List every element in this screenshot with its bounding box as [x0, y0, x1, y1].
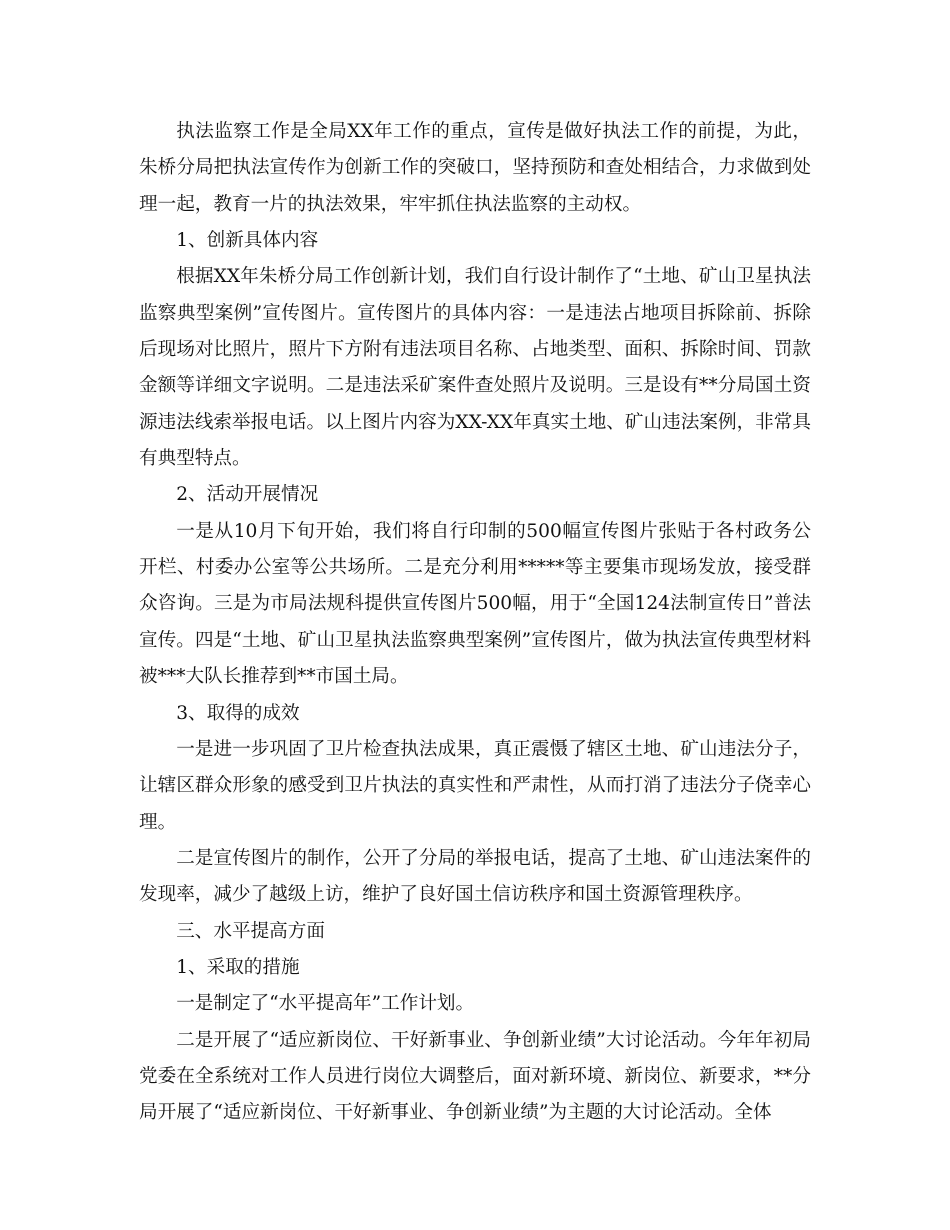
heading-innovation-content: 1、创新具体内容 [176, 230, 319, 252]
document-body [139, 114, 811, 1132]
paragraph-result-two: 二是宣传图片的制作，公开了分局的举报电话，提高了土地、矿山违法案件的发现率，减少了越级上访，维护了良好国土信访秩序和国土资源管理秩序。 [139, 847, 811, 906]
paragraph-activity-details: 一是从10月下旬开始，我们将自行印制的500幅宣传图片张贴于各村政务公开栏、村委办公室等公共场所。二是充分利用*****等主要集市现场发放，接受群众咨询。三是为市局法规科提供宣传图片500幅，用于“全国124法制宣传日”普法宣传。四是“土地、矿山卫星执法监察典型案例”宣传图片，做为执法宣传典型材料被***大队长推荐到**市国土局。 [139, 520, 811, 688]
heading-results: 3、取得的成效 [176, 702, 300, 724]
paragraph-innovation-details: 根据XX年朱桥分局工作创新计划，我们自行设计制作了“土地、矿山卫星执法监察典型案例”宣传图片。宣传图片的具体内容：一是违法占地项目拆除前、拆除后现场对比照片，照片下方附有违法项目名称、占地类型、面积、拆除时间、罚款金额等详细文字说明。二是违法采矿案件查处照片及说明。三是设有**分局国土资源违法线索举报电话。以上图片内容为XX-XX年真实土地、矿山违法案例，非常具有典型特点。 [139, 266, 811, 470]
paragraph-measure-one: 一是制定了“水平提高年”工作计划。 [176, 993, 475, 1015]
paragraph-law-enforcement-intro: 执法监察工作是全局XX年工作的重点，宣传是做好执法工作的前提，为此，朱桥分局把执法宣传作为创新工作的突破口，坚持预防和查处相结合，力求做到处理一起，教育一片的执法效果，牢牢抓住执法监察的主动权。 [139, 121, 811, 215]
paragraph-result-one: 一是进一步巩固了卫片检查执法成果，真正震慑了辖区土地、矿山违法分子，让辖区群众形象的感受到卫片执法的真实性和严肃性，从而打消了违法分子侥幸心理。 [139, 738, 811, 833]
heading-measures: 1、采取的措施 [176, 956, 300, 978]
heading-skill-improvement: 三、水平提高方面 [176, 920, 325, 942]
paragraph-measure-two: 二是开展了“适应新岗位、干好新事业、争创新业绩”大讨论活动。今年年初局党委在全系统对工作人员进行岗位大调整后，面对新环境、新岗位、新要求，**分局开展了“适应新岗位、干好新事业、争创新业绩”为主题的大讨论活动。全体 [139, 1029, 811, 1124]
heading-activity-status: 2、活动开展情况 [176, 484, 319, 506]
